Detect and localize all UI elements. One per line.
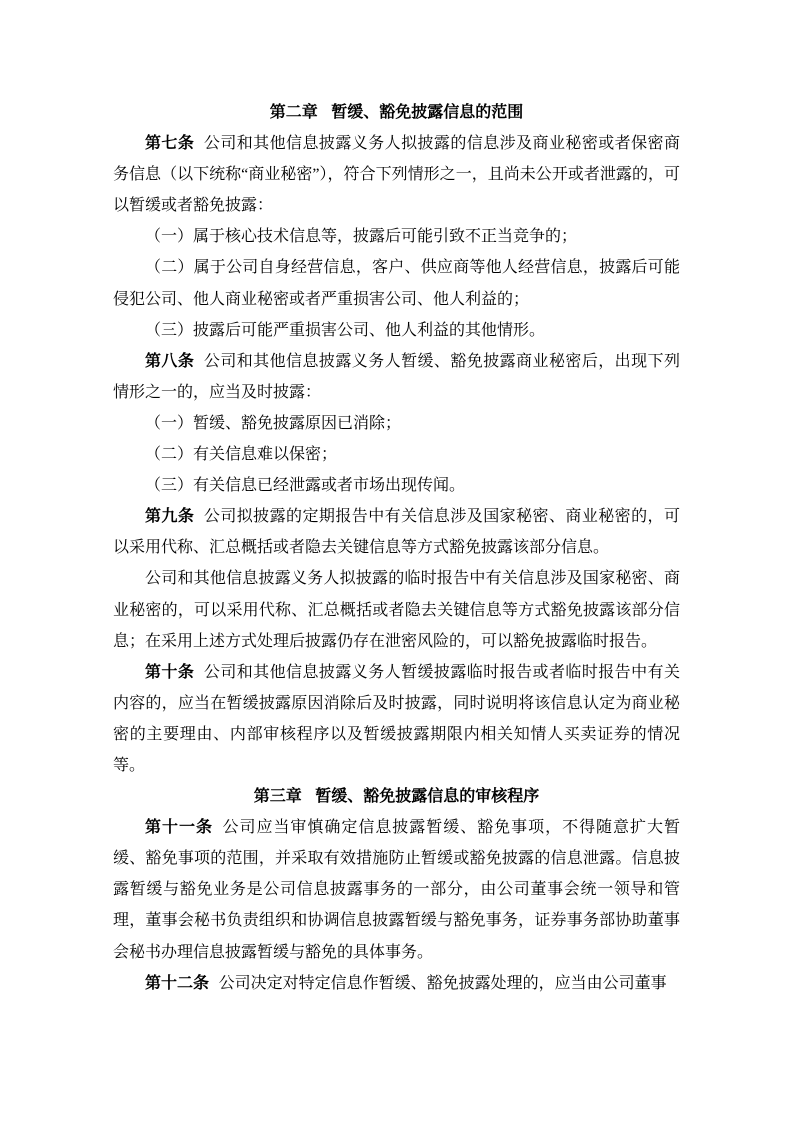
article-8-label: 第八条: [145, 352, 195, 370]
article-7-label: 第七条: [145, 135, 195, 153]
article-10-paragraph: [113, 657, 680, 781]
article-8-item-2: （二）有关信息难以保密；: [145, 446, 338, 464]
document-content: [113, 97, 680, 999]
article-12-text: 公司决定对特定信息作暂缓、豁免披露处理的，应当由公司董事: [218, 974, 667, 992]
article-11-label: 第十一条: [145, 819, 213, 837]
article-8-paragraph: [113, 346, 680, 408]
article-7-item-2: （二）属于公司自身经营信息，客户、供应商等他人经营信息，披露后可能侵犯公司、他人商业秘密或者严重损害公司、他人利益的；: [113, 259, 680, 308]
chapter-2-number: 第二章: [269, 104, 318, 121]
article-10-text: 公司和其他信息披露义务人暂缓披露临时报告或者临时报告中有关内容的，应当在暂缓披露原因消除后及时披露，同时说明将该信息认定为商业秘密的主要理由、内部审核程序以及暂缓披露期限内相关知情人买卖证券的情况等。: [113, 663, 680, 774]
article-7-item-1: （一）属于核心技术信息等，披露后可能引致不正当竞争的；: [145, 228, 578, 246]
article-7-paragraph: [113, 128, 680, 221]
article-11-text: 公司应当审慎确定信息披露暂缓、豁免事项，不得随意扩大暂缓、豁免事项的范围，并采取有效措施防止暂缓或豁免披露的信息泄露。信息披露暂缓与豁免业务是公司信息披露事务的一部分，由公司董事会统一领导和管理，董事会秘书负责组织和协调信息披露暂缓与豁免事务，证券事务部协助董事会秘书办理信息披露暂缓与豁免的具体事务。: [113, 819, 680, 961]
article-10-label: 第十条: [145, 663, 195, 681]
article-9-label: 第九条: [145, 508, 195, 526]
article-12-paragraph: [113, 968, 680, 999]
article-9-text: 公司拟披露的定期报告中有关信息涉及国家秘密、商业秘密的，可以采用代称、汇总概括或者隐去关键信息等方式豁免披露该部分信息。: [113, 508, 680, 557]
chapter-2-heading: [113, 97, 680, 128]
chapter-3-number: 第三章: [253, 788, 302, 806]
article-11-paragraph: [113, 812, 680, 967]
article-9-paragraph-2: 公司和其他信息披露义务人拟披露的临时报告中有关信息涉及国家秘密、商业秘密的，可以采用代称、汇总概括或者隐去关键信息等方式豁免披露该部分信息；在采用上述方式处理后披露仍存在泄密风险的，可以豁免披露临时报告。: [113, 570, 680, 650]
chapter-3-title: 暂缓、豁免披露信息的审核程序: [315, 788, 540, 806]
article-8-text: 公司和其他信息披露义务人暂缓、豁免披露商业秘密后，出现下列情形之一的，应当及时披露：: [113, 352, 680, 401]
chapter-2-title: 暂缓、豁免披露信息的范围: [331, 104, 524, 121]
chapter-3-heading: [113, 781, 680, 812]
article-7-item-3: （三）披露后可能严重损害公司、他人利益的其他情形。: [145, 321, 546, 339]
article-8-item-1: （一）暂缓、豁免披露原因已消除；: [145, 414, 402, 432]
article-8-item-3: （三）有关信息已经泄露或者市场出现传闻。: [145, 477, 466, 495]
article-9-paragraph-1: [113, 501, 680, 563]
article-7-text: 公司和其他信息披露义务人拟披露的信息涉及商业秘密或者保密商务信息（以下统称“商业秘密”），符合下列情形之一，且尚未公开或者泄露的，可以暂缓或者豁免披露：: [113, 135, 680, 215]
article-12-label: 第十二条: [145, 974, 210, 992]
